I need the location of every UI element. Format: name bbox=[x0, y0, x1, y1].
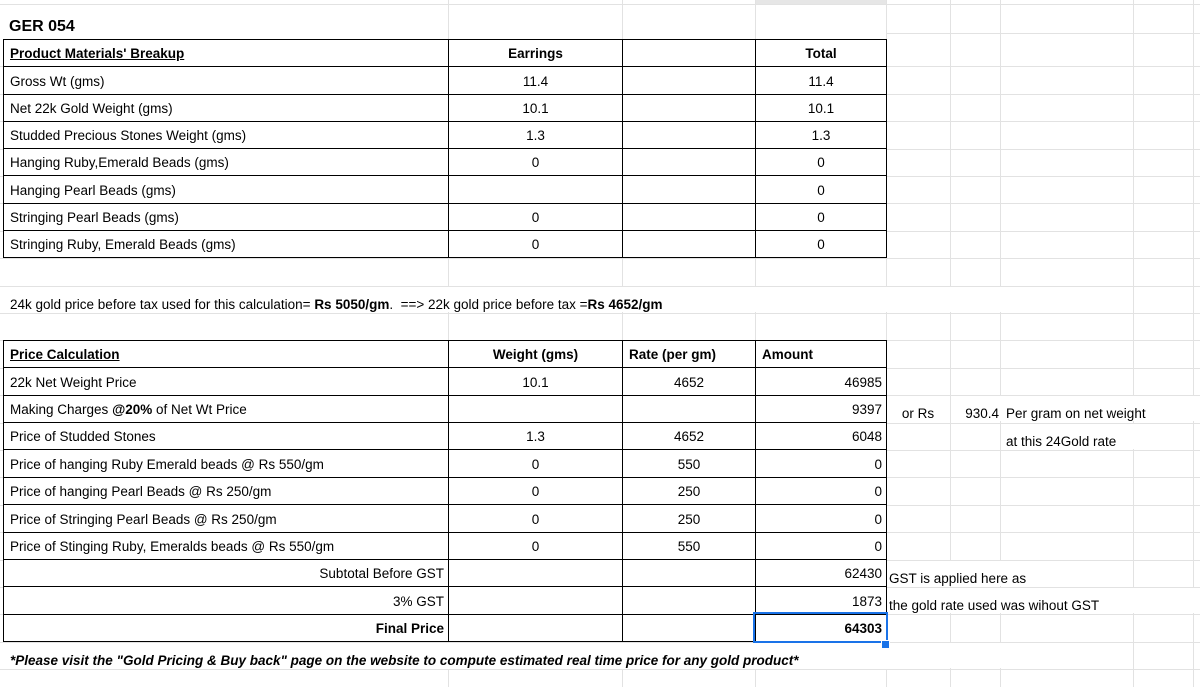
cell[interactable]: Hanging Pearl Beads (gms) bbox=[4, 176, 449, 203]
cell[interactable]: 0 bbox=[449, 203, 623, 230]
cell[interactable]: 0 bbox=[756, 149, 887, 176]
cell[interactable]: Stringing Pearl Beads (gms) bbox=[4, 203, 449, 230]
cell[interactable]: 550 bbox=[623, 532, 756, 559]
cell[interactable] bbox=[623, 587, 756, 614]
cell[interactable]: Price of hanging Ruby Emerald beads @ Rs 550/gm bbox=[4, 450, 449, 477]
cell[interactable]: 4652 bbox=[623, 368, 756, 395]
cell[interactable]: 0 bbox=[449, 505, 623, 532]
cell[interactable] bbox=[623, 395, 756, 422]
header-cell[interactable]: Weight (gms) bbox=[449, 341, 623, 368]
gst-note-line1-cell[interactable]: GST is applied here as bbox=[889, 561, 1094, 586]
header-cell[interactable]: Rate (per gm) bbox=[623, 341, 756, 368]
cell[interactable]: 0 bbox=[449, 477, 623, 504]
header-cell[interactable]: Product Materials' Breakup bbox=[4, 40, 449, 67]
cell[interactable]: 1.3 bbox=[756, 121, 887, 148]
header-cell[interactable]: Earrings bbox=[449, 40, 623, 67]
cell[interactable] bbox=[449, 559, 623, 586]
gridline bbox=[622, 669, 623, 687]
cell[interactable] bbox=[623, 94, 756, 121]
making-charge-prefix-cell[interactable]: or Rs bbox=[887, 396, 949, 421]
cell[interactable] bbox=[4, 395, 449, 422]
table-row bbox=[4, 176, 887, 203]
gridline bbox=[0, 4, 1200, 5]
gridline bbox=[755, 669, 756, 687]
cell[interactable]: 10.1 bbox=[449, 368, 623, 395]
text-segment: Rs 5050/gm bbox=[314, 297, 390, 312]
table-row bbox=[4, 423, 887, 450]
cell[interactable]: 62430 bbox=[756, 559, 887, 586]
gridline bbox=[0, 669, 1200, 670]
table bbox=[3, 39, 887, 258]
cell[interactable] bbox=[449, 395, 623, 422]
cell[interactable]: Price of Stinging Ruby, Emeralds beads @ Rs 550/gm bbox=[4, 532, 449, 559]
cell[interactable]: Final Price bbox=[4, 614, 449, 641]
cell[interactable]: 0 bbox=[449, 230, 623, 257]
cell[interactable]: Stringing Ruby, Emerald Beads (gms) bbox=[4, 230, 449, 257]
cell[interactable]: 6048 bbox=[756, 423, 887, 450]
table-row bbox=[4, 94, 887, 121]
table-row bbox=[4, 532, 887, 559]
cell[interactable]: Studded Precious Stones Weight (gms) bbox=[4, 121, 449, 148]
cell[interactable]: Subtotal Before GST bbox=[4, 559, 449, 586]
cell[interactable]: 0 bbox=[756, 176, 887, 203]
header-cell[interactable]: Price Calculation bbox=[4, 341, 449, 368]
gridline bbox=[622, 0, 623, 39]
cell[interactable]: Gross Wt (gms) bbox=[4, 67, 449, 94]
cell[interactable] bbox=[449, 614, 623, 641]
cell[interactable]: Price of Stringing Pearl Beads @ Rs 250/gm bbox=[4, 505, 449, 532]
cell[interactable] bbox=[623, 149, 756, 176]
gridline bbox=[886, 33, 1200, 34]
gridline bbox=[0, 258, 1200, 259]
text-segment: Making Charges bbox=[10, 402, 113, 418]
table-row bbox=[4, 368, 887, 395]
cell[interactable]: 0 bbox=[449, 450, 623, 477]
gridline bbox=[1133, 0, 1134, 687]
text-segment: of Net Wt Price bbox=[152, 402, 247, 418]
table-row bbox=[4, 477, 887, 504]
making-charge-note-line2-cell[interactable]: at this 24Gold rate bbox=[1004, 424, 1169, 449]
text-segment: Rs 4652/gm bbox=[587, 297, 663, 312]
cell[interactable] bbox=[623, 176, 756, 203]
cell[interactable]: 0 bbox=[756, 203, 887, 230]
cell[interactable] bbox=[623, 230, 756, 257]
making-charge-suffix-cell[interactable]: Per gram on net weight bbox=[1004, 396, 1199, 421]
cell[interactable]: 1.3 bbox=[449, 423, 623, 450]
cell[interactable]: 11.4 bbox=[756, 67, 887, 94]
sheet-title-cell[interactable]: GER 054 bbox=[9, 8, 83, 36]
cell[interactable]: 0 bbox=[449, 149, 623, 176]
cell[interactable]: 10.1 bbox=[449, 94, 623, 121]
cell[interactable]: Price of Studded Stones bbox=[4, 423, 449, 450]
table-row bbox=[4, 505, 887, 532]
footer-note-cell[interactable]: *Please visit the "Gold Pricing & Buy back" page on the website to compute estimated real time price for any gold product* bbox=[3, 643, 1050, 668]
cell[interactable]: 22k Net Weight Price bbox=[4, 368, 449, 395]
cell[interactable]: 0 bbox=[756, 450, 887, 477]
cell[interactable]: Hanging Ruby,Emerald Beads (gms) bbox=[4, 149, 449, 176]
cell[interactable]: 1.3 bbox=[449, 121, 623, 148]
cell[interactable]: Price of hanging Pearl Beads @ Rs 250/gm bbox=[4, 477, 449, 504]
table-row bbox=[4, 149, 887, 176]
active-cell-highlight bbox=[753, 612, 888, 643]
making-charge-per-gram-cell[interactable]: 930.4 bbox=[951, 396, 1002, 421]
gridline bbox=[0, 313, 1200, 314]
cell[interactable]: 250 bbox=[623, 505, 756, 532]
cell[interactable]: 0 bbox=[756, 230, 887, 257]
text-segment: 24k gold price before tax used for this calculation= bbox=[10, 297, 315, 312]
cell[interactable]: 0 bbox=[756, 477, 887, 504]
cell[interactable]: 1873 bbox=[756, 587, 887, 614]
gridline bbox=[755, 0, 756, 39]
cell[interactable]: 46985 bbox=[756, 368, 887, 395]
table-row bbox=[4, 230, 887, 257]
cell[interactable] bbox=[623, 67, 756, 94]
gridline bbox=[1193, 0, 1194, 687]
table bbox=[3, 340, 887, 642]
text-segment: . ==> 22k gold price before tax = bbox=[389, 297, 588, 312]
cell[interactable]: 11.4 bbox=[449, 67, 623, 94]
gridline bbox=[886, 669, 887, 687]
cell[interactable]: 250 bbox=[623, 477, 756, 504]
cell[interactable]: 9397 bbox=[756, 395, 887, 422]
header-row bbox=[4, 341, 887, 368]
gridline bbox=[448, 0, 449, 39]
cell[interactable] bbox=[623, 614, 756, 641]
gst-note-line2-cell[interactable]: the gold rate used was wihout GST bbox=[889, 588, 1197, 613]
cell[interactable]: 4652 bbox=[623, 423, 756, 450]
table-row bbox=[4, 450, 887, 477]
cell[interactable]: 3% GST bbox=[4, 587, 449, 614]
header-cell[interactable]: Total bbox=[756, 40, 887, 67]
cell[interactable] bbox=[449, 587, 623, 614]
gold-price-note-cell[interactable] bbox=[3, 287, 1095, 312]
cell[interactable] bbox=[449, 176, 623, 203]
cell[interactable]: Net 22k Gold Weight (gms) bbox=[4, 94, 449, 121]
cell[interactable]: 10.1 bbox=[756, 94, 887, 121]
cell[interactable] bbox=[623, 559, 756, 586]
cell[interactable] bbox=[623, 121, 756, 148]
cell[interactable] bbox=[623, 203, 756, 230]
fill-handle[interactable] bbox=[882, 641, 889, 648]
table-row bbox=[4, 67, 887, 94]
text-segment: @20% bbox=[112, 402, 153, 418]
table-row bbox=[4, 559, 887, 586]
header-cell[interactable] bbox=[623, 40, 756, 67]
table-row bbox=[4, 587, 887, 614]
table-row bbox=[4, 395, 887, 422]
table-row bbox=[4, 203, 887, 230]
cell[interactable]: 0 bbox=[449, 532, 623, 559]
cell[interactable]: 0 bbox=[756, 532, 887, 559]
header-row bbox=[4, 40, 887, 67]
cell[interactable]: 0 bbox=[756, 505, 887, 532]
table-row bbox=[4, 121, 887, 148]
cell[interactable]: 64303 bbox=[756, 614, 887, 641]
gridline bbox=[448, 669, 449, 687]
cell[interactable]: 550 bbox=[623, 450, 756, 477]
header-cell[interactable]: Amount bbox=[756, 341, 887, 368]
